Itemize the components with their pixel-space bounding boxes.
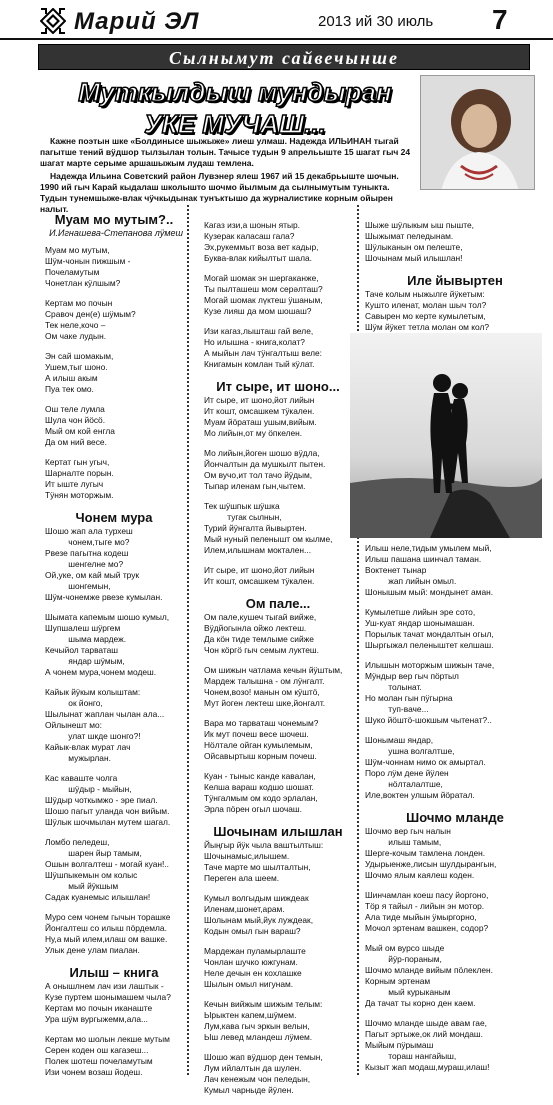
- stanza: Куан - тыныс канде кавалан, Келша вараш кодшо шошат. Тӱнгалмым ом кодо эрлалан, Эрла пӧрен огыл шочаш.: [204, 771, 318, 814]
- stanza: Шонымаш яндар, ушна волгалтше, Шӱм-чоннам нимо ок амыртал. Поро лӱм дене йӱлен нӧлталалтше, Иле,воктен улшым йӧратал.: [365, 735, 486, 800]
- column-2: [204, 220, 352, 1105]
- stanza: Кас каваште чолга шӱдыр - мыйын, Шӱдыр чоткымжо - эре пиал. Шошо пагыт уланда чон вийым. Шӱлык шочмылан мутем шагал.: [45, 773, 171, 827]
- stanza: Ош теле лумла Шула чон йӧсӧ. Мый ом кой енгла Да ом ний весе.: [45, 404, 115, 447]
- stanza: Йыңгыр йӱк чыла ваштылтыш: Шочынамыс,илышем. Таче марте мо шылталтын, Переген ала шеем.: [204, 840, 324, 883]
- poem-title: Шочынам илышлан: [213, 824, 343, 839]
- stanza: Эн сай шомакым, Ушем,тыг шоно. А илыш акым Пуа тек омо.: [45, 351, 114, 394]
- stanza: Шымата капемым шошо кумыл, Шупшалеш шӱргем шыма мардеж. Кечыйол тарваташ яндар шӱмым, А чонем мура,чонем модеш.: [45, 612, 170, 677]
- stanza: Ит сыре, ит шоно,йот лийын Ит кошт, омсашкем тӱкален. Муам йӧраташ ушым,вийым. Мо лийын,от му ӧпкелен.: [204, 395, 317, 438]
- lead-paragraph: Надежда Ильина Советский район Лувэнер ялеш 1967 ий 15 декабрьыште шочын. 1990 ий гыч Карай кыдалаш школышто шочмо йылмым да сылнымутым туныкта. Тудын тунемшыже-влак чӱчкыдынак тунъктышо да журналистике корным ойырен налыт.: [40, 171, 399, 214]
- poem-title: Ом пале...: [245, 596, 311, 611]
- issue-date: 2013 ий 30 июль: [318, 13, 434, 30]
- author-portrait: [420, 75, 535, 190]
- stanza: Муам мо мутым, Шӱм-чонын пижшым - Почеламутым Чонетлан кӱлшым?: [45, 245, 131, 288]
- stanza: Вара мо тарваташ чонемым? Ик мут почеш весе шочеш. Нӧлтале ойган кумылемым, Ойсавыртыш корным почеш.: [204, 718, 319, 761]
- poem-title: Ит сыре, ит шоно...: [216, 379, 340, 394]
- newspaper-name: Марий ЭЛ: [74, 8, 200, 35]
- column-1: [45, 210, 183, 1087]
- column-divider: [187, 205, 189, 1075]
- stanza: Шыже шӱлыкым ыш пыште, Шыжымат пеледынам. Шӱлыканын ом пелеште, Шочынам мый илышлан!: [365, 220, 474, 263]
- stanza: Кумыл волгыдым шиждеак Иленам,шонет,арам. Шолынам мый,йук луждеак, Кодын омыл гын вараш?: [204, 893, 314, 936]
- stanza: Тек шӱшпык шӱшка тугак сылнын, Турий йӱнгалта йывыртен. Мый нуный пеленышт ом кылме, Илем,илышнам моктален...: [204, 501, 333, 555]
- stanza: Могай шомак эн шергаканже, Ты пылташеш мом серәлташ? Могай шомак лүктеш ӱшаным, Кузе лияш да мом шошаш?: [204, 273, 323, 316]
- lead-paragraph: Кажне поэтын шке «Болдинысе шыжыже» лиеш улмаш. Надежда ИЛЬИНАН тыгай пагытше тений вӱдшор тылзылан толын. Тачысе тудын 9 апрельыште 15 шагат гыч 24 шагат марте серыме аршашыжым лудаш темлена.: [40, 136, 411, 168]
- stanza: Шочмо мланде шыде авам гае, Пагыт эртыже,ок лий мондаш. Мыйым пӱрымаш тораш нангайыш, Кызыт жап модаш,мураш,илаш!: [365, 1018, 490, 1072]
- column-3-top: [365, 220, 545, 342]
- stanza: Шочмо вер гыч налын илыш тамым, Шерге-кочым тамлена лонден. Удырыенже,лисын шулдырангын, Шочмо ялым каялеш коден.: [365, 826, 497, 880]
- stanza: Мардежан пуламырлаште Чонлан шучко южгунам. Неле дечын ен кохлашке Шылын омыл нигунам.: [204, 946, 306, 989]
- section-rubric: Сылнымут сайвечынше: [38, 44, 530, 70]
- poem-title: Муам мо мутым?..: [54, 212, 174, 227]
- stanza: Таче колым ныжылге йӱкетым: Кушто иленат, молан шыч тол? Савырен мо керте кумылетым, Шӱм йӱкет тетла молан ом кол?: [365, 289, 490, 332]
- stanza: Изи кагаз,лышташ гай веле, Но илышна - книга,колат? А мыйын лач тӱнгалтыш веле: Книгамын комлан тый кӱлат.: [204, 326, 322, 369]
- poem-title: Чонем мура: [75, 510, 153, 525]
- stanza: Кертат гын угыч, Шарналте порын. Ит ыште лугыч Тӱнян моторжым.: [45, 457, 114, 500]
- stanza: Илыш неле,тидым умылем мый, Илыш пашана шинчал таман. Воктенет тынар жап лийын омыл. Шонышым мый: мондынет аман.: [365, 543, 494, 597]
- poem-title: Илыш – книга: [69, 965, 159, 980]
- stanza: Ом пале,кушеч тыгай вийже, Вӱдйогынла ойжо лектеш. Да кӧн тиде темлыме сийже Чон кӧргӧ гыч семым луктеш.: [204, 612, 319, 655]
- poem-title: Шочмо мланде: [406, 810, 504, 825]
- stanza: Кертам мо почын Сравоч ден(е) шӱмым? Тек неле,кочо – Ом чаке лудын.: [45, 298, 136, 341]
- stanza: Ит сыре, ит шоно,йот лийын Ит кошт, омсашкем тӱкален.: [204, 565, 315, 586]
- page-header: [0, 0, 553, 40]
- stanza: Мый ом вурсо шыде йӱр-пораным, Шочмо мланде вийым пӧлеклен. Корным эртенам мый курыканым Да тачат ты корно ден каем.: [365, 943, 493, 1008]
- column-3-bottom: [365, 543, 545, 1082]
- stanza: А онышлнем лач изи лаштык - Кузе пуртем шонымашем чыла? Кертам мо почын иканаште Ура шӱм вургыжемм,ала...: [45, 981, 171, 1024]
- ornament-icon: [40, 8, 66, 34]
- stanza: Кагаз изи,а шонын ятыр. Кузерак каласаш гала? Эх,рукеммыт воза вет кадыр, Буква-влак кийылтыт шала.: [204, 220, 319, 263]
- stanza: Муро сем чонем гычын торашке Йонгалтеш со илыш пӧрдемла. Ну,а мый илем,илаш ом вашке. Улык дене улам пиалан.: [45, 912, 171, 955]
- stanza: Илышын моторжым шижын таче, Мӱндыр вер гыч пӧртыл толынат. Но молан гын пӱгырна туп-ваче... Шуко йӧштӧ-шокшым чытенат?..: [365, 660, 495, 725]
- stanza: Мо лийын,йоген шошо вӱдла, Йончалтын да мушкылт пытен. Ом вучо,ит тол тачо йӱдым, Тыпар иленам гын,чытем.: [204, 448, 326, 491]
- stanza: Шошо жап ала турхеш чонем,тыге мо? Рвезе пагытна кодеш шенгелне мо? Ой,уке, ом кай мый трук шонгемын, Шӱм-чонемже рвезе кумылан.: [45, 526, 163, 602]
- stanza: Шошо жап вӱдшор ден темын, Лум ийлалтын да шулен. Лач кенежым чон пеледын, Кумыл чарныде йӱлен.: [204, 1052, 323, 1095]
- article-title: [50, 76, 420, 140]
- stanza: Ом шижын чатлама кечын йӱштым, Мардеж талышна - ом лӱнгалт. Чонем,возо! манын ом кӱштӧ, Мут йоген лектеш шке,йонгалт.: [204, 665, 343, 708]
- stanza: Кумылетше лийын эре сото, Уш-куат яндар шонымашан. Порылык тачат мондалтын огыл, Шыргыжал пеленыштет келшаш.: [365, 607, 494, 650]
- page-number: 7: [492, 4, 508, 35]
- header-rule: [0, 38, 553, 40]
- stanza: Шинчамлан коеш пасу йоргоно, Тӧр я тайыл - лийын эн мотор. Ала тиде мыйын ӱмыргорно, Мочол эртенам вашкен, содор?: [365, 890, 489, 933]
- couple-silhouette-photo: [350, 333, 542, 538]
- article-lead: [40, 136, 418, 217]
- stanza: Ломбо пеледеш, шарен йыр тамым, Ошын волгалтеш - могай куан!.. Шӱшпыкемын ом колыс мый йӱкшым Садак куанемыс илышлан!: [45, 837, 169, 902]
- poem-dedication: И.Игнашева-Степанова лӱмеш: [49, 228, 183, 238]
- stanza: Кайык йӱкым колыштам: ок йонго, Шылынат жаплан чылан ала... Ойлынешт мо: улат шкде шонго?! Кайык-влак мурат лач мужырлан.: [45, 687, 165, 763]
- poem-title: Иле йывыртен: [407, 273, 503, 288]
- stanza: Кертам мо шолын лекше мутым Серен коден ош кагазеш... Полек шотеш почеламутым Изи чонем возаш йодеш.: [45, 1034, 170, 1077]
- stanza: Кечын вийжым шижым телым: Ырыктен капем,шӱмем. Лум,кава гыч эркын велын, Ыш левед мландеш лӱмем.: [204, 999, 323, 1042]
- title-line-1: Муткылдыш мундыран: [78, 77, 392, 107]
- title-line-2: УКЕ МУЧАШ...: [144, 109, 326, 139]
